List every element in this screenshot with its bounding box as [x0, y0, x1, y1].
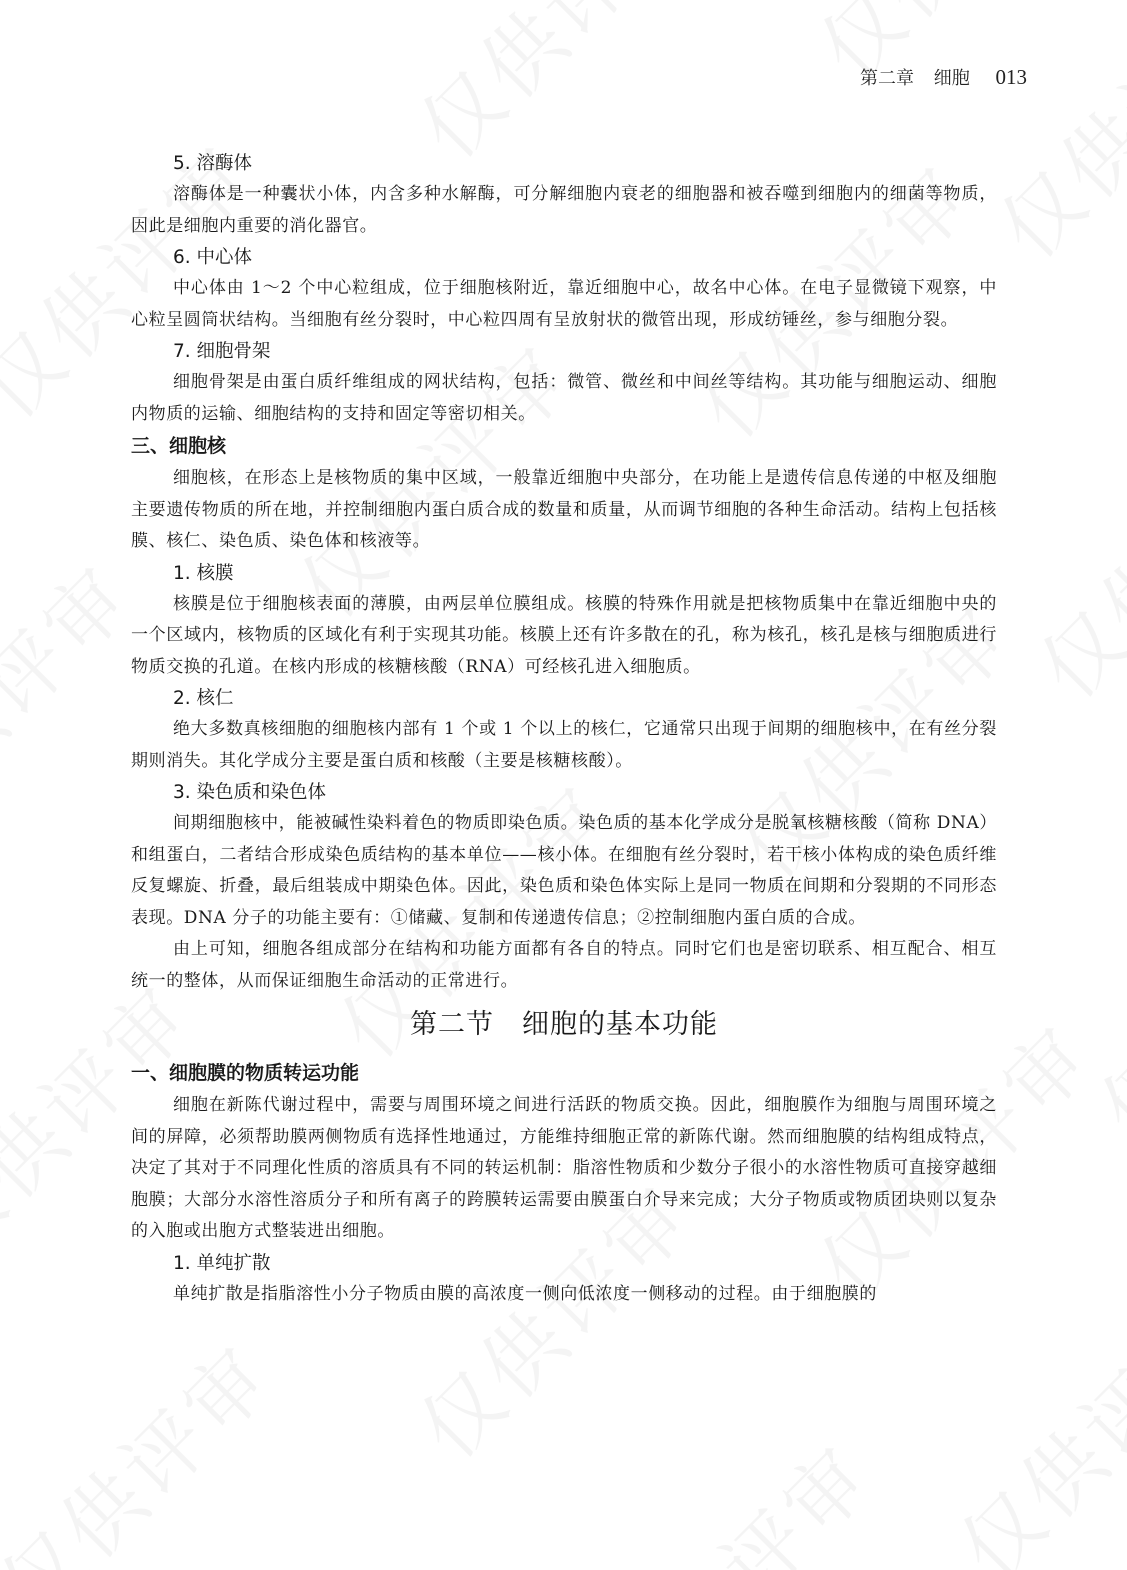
heading-level-2: 一、细胞膜的物质转运功能 [131, 1062, 360, 1084]
chapter-label: 第二章 [860, 68, 915, 89]
body-text [131, 148, 997, 1310]
heading-level-2: 三、细胞核 [131, 435, 227, 457]
paragraph: 核膜是位于细胞核表面的薄膜，由两层单位膜组成。核膜的特殊作用就是把核物质集中在靠近细胞中央的一个区域内，核物质的区域化有利于实现其功能。核膜上还有许多散在的孔，称为核孔，核孔是核与细胞质进行物质交换的孔道。在核内形成的核糖核酸（RNA）可经核孔进入细胞质。 [131, 593, 997, 677]
paragraph: 中心体由 1～2 个中心粒组成，位于细胞核附近，靠近细胞中心，故名中心体。在电子显微镜下观察，中心粒呈圆筒状结构。当细胞有丝分裂时，中心粒四周有呈放射状的微管出现，形成纺锤丝，参与细胞分裂。 [131, 278, 997, 330]
paragraph: 细胞在新陈代谢过程中，需要与周围环境之间进行活跃的物质交换。因此，细胞膜作为细胞与周围环境之间的屏障，必须帮助膜两侧物质有选择性地通过，方能维持细胞正常的新陈代谢。然而细胞膜的结构组成特点，决定了其对于不同理化性质的溶质具有不同的转运机制：脂溶性物质和少数分子很小的水溶性物质可直接穿越细胞膜；大部分水溶性溶质分子和所有离子的跨膜转运需要由膜蛋白介导来完成；大分子物质或物质团块则以复杂的入胞或出胞方式整装进出细胞。 [131, 1095, 997, 1241]
heading-level-3: 6. 中心体 [173, 247, 253, 268]
paragraph: 细胞核，在形态上是核物质的集中区域，一般靠近细胞中央部分，在功能上是遗传信息传递的中枢及细胞主要遗传物质的所在地，并控制细胞内蛋白质合成的数量和质量，从而调节细胞的各种生命活动。结构上包括核膜、核仁、染色质、染色体和核液等。 [131, 468, 997, 551]
paragraph: 单纯扩散是指脂溶性小分子物质由膜的高浓度一侧向低浓度一侧移动的过程。由于细胞膜的 [173, 1283, 877, 1304]
running-head [860, 64, 1027, 90]
paragraph: 细胞骨架是由蛋白质纤维组成的网状结构，包括：微管、微丝和中间丝等结构。其功能与细胞运动、细胞内物质的运输、细胞结构的支持和固定等密切相关。 [131, 372, 997, 424]
section-title: 第二节 细胞的基本功能 [410, 1009, 718, 1040]
paragraph: 间期细胞核中，能被碱性染料着色的物质即染色质。染色质的基本化学成分是脱氧核糖核酸（简称 DNA）和组蛋白，二者结合形成染色质结构的基本单位——核小体。在细胞有丝分裂时，若干核小体构成的染色质纤维反复螺旋、折叠，最后组装成中期染色体。因此，染色质和染色体实际上是同一物质在间期和分裂期的不同形态表现。DNA 分子的功能主要有：①储藏、复制和传递遗传信息；②控制细胞内蛋白质的合成。 [131, 813, 997, 928]
heading-level-3: 2. 核仁 [173, 688, 234, 709]
heading-level-3: 5. 溶酶体 [173, 153, 253, 174]
paragraph: 溶酶体是一种囊状小体，内含多种水解酶，可分解细胞内衰老的细胞器和被吞噬到细胞内的细菌等物质，因此是细胞内重要的消化器官。 [131, 184, 997, 236]
heading-level-3: 1. 核膜 [173, 562, 234, 584]
heading-level-3: 7. 细胞骨架 [173, 341, 271, 362]
section-label: 细胞 [933, 68, 970, 89]
heading-level-3: 3. 染色质和染色体 [173, 782, 327, 803]
paragraph: 绝大多数真核细胞的细胞核内部有 1 个或 1 个以上的核仁，它通常只出现于间期的细胞核中，在有丝分裂期则消失。其化学成分主要是蛋白质和核酸（主要是核糖核酸）。 [131, 719, 997, 771]
paragraph: 由上可知，细胞各组成部分在结构和功能方面都有各自的特点。同时它们也是密切联系、相互配合、相互统一的整体，从而保证细胞生命活动的正常进行。 [131, 939, 997, 991]
heading-level-3: 1. 单纯扩散 [173, 1252, 271, 1274]
page-number: 013 [995, 65, 1027, 89]
